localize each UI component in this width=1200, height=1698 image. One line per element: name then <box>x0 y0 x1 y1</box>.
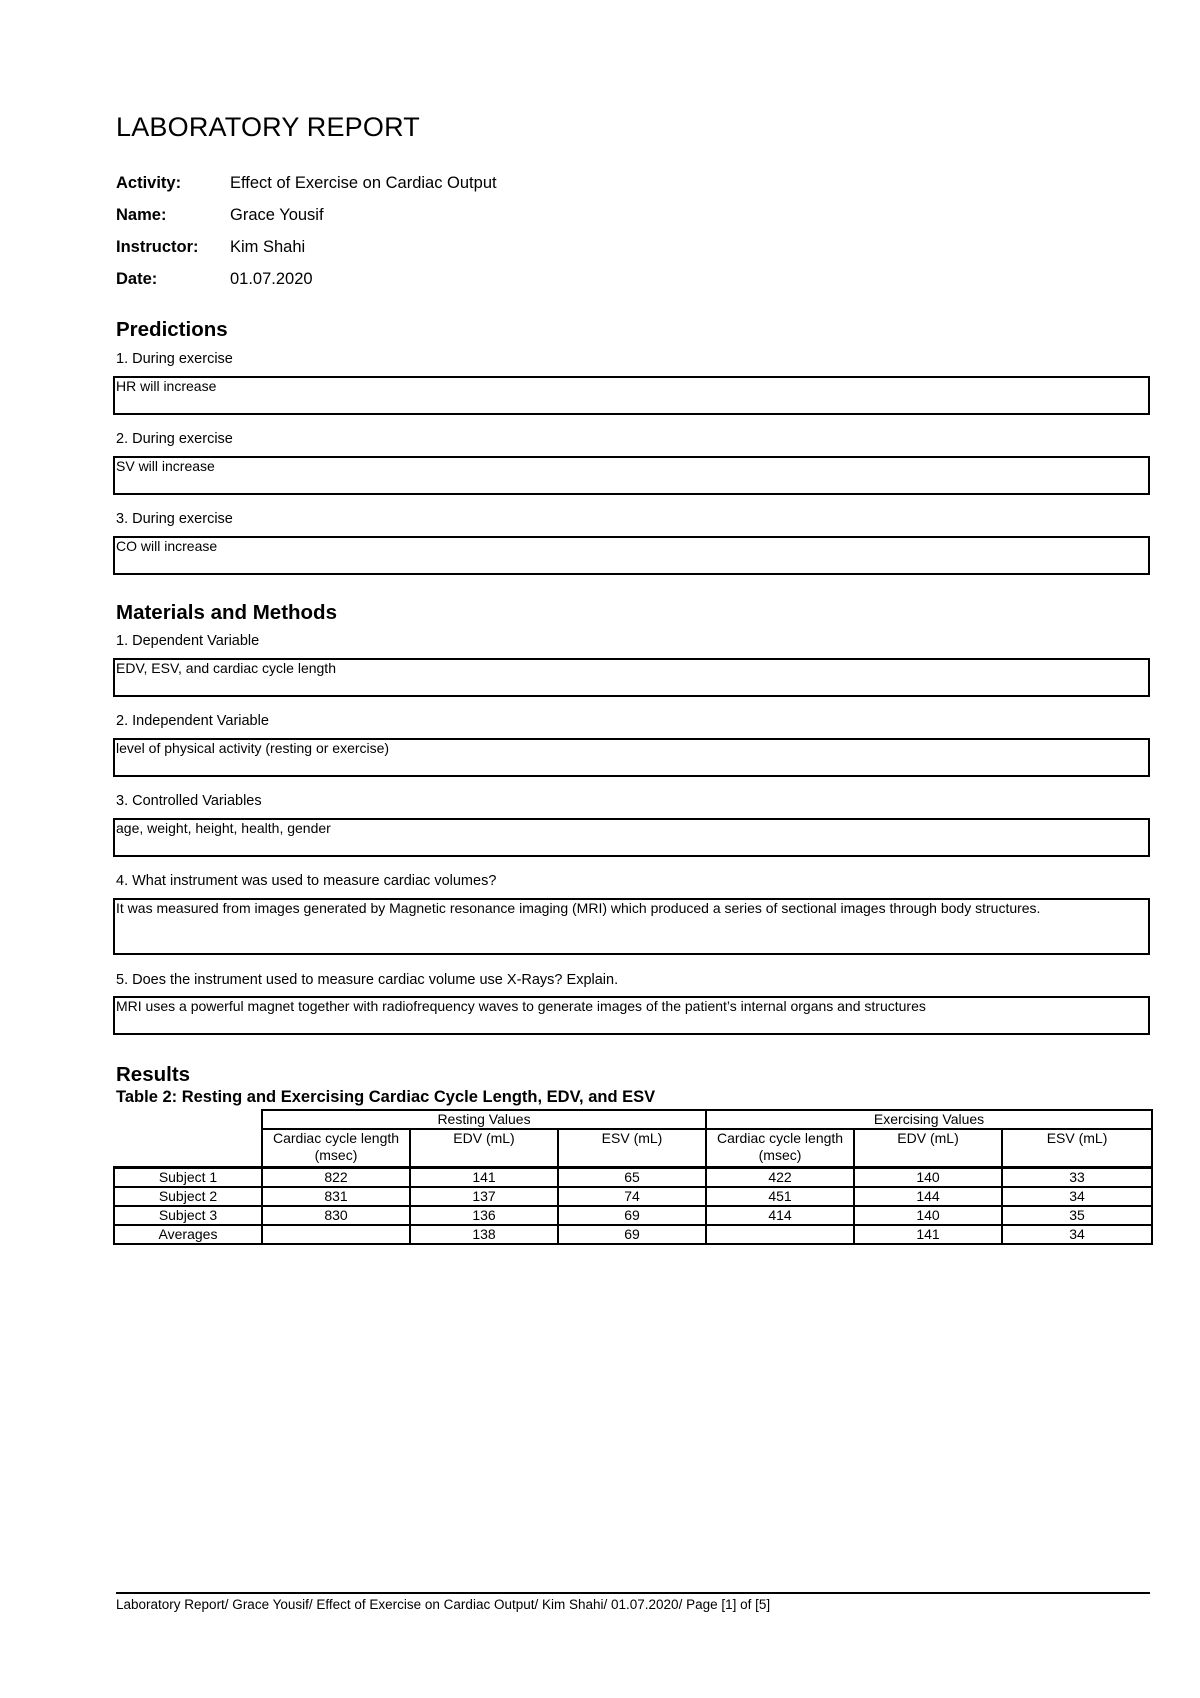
date-value: 01.07.2020 <box>230 270 313 288</box>
table-cell: 422 <box>706 1168 854 1188</box>
method-question-1: 1. Dependent Variable <box>116 633 260 649</box>
table-cell: 144 <box>854 1187 1002 1206</box>
table-cell: 33 <box>1002 1168 1152 1188</box>
table-cell: 34 <box>1002 1187 1152 1206</box>
results-table <box>113 1109 1153 1245</box>
row-label: Averages <box>114 1225 262 1244</box>
prediction-question-2: 2. During exercise <box>116 431 233 447</box>
method-answer-3[interactable]: age, weight, height, health, gender <box>113 818 1150 857</box>
table-cell: 141 <box>854 1225 1002 1244</box>
activity-label: Activity: <box>116 174 182 192</box>
table-cell <box>706 1225 854 1244</box>
methods-heading: Materials and Methods <box>116 601 337 624</box>
prediction-question-1: 1. During exercise <box>116 351 233 367</box>
name-value: Grace Yousif <box>230 206 324 224</box>
method-answer-5[interactable]: MRI uses a powerful magnet together with radiofrequency waves to generate images of the patient’s internal organs and structures <box>113 996 1150 1035</box>
table-caption: Table 2: Resting and Exercising Cardiac Cycle Length, EDV, and ESV <box>116 1088 656 1106</box>
table-cell: 138 <box>410 1225 558 1244</box>
table-cell: 140 <box>854 1168 1002 1188</box>
table-cell: 822 <box>262 1168 410 1188</box>
page-title: LABORATORY REPORT <box>116 112 420 142</box>
table-cell: 136 <box>410 1206 558 1225</box>
column-header: ESV (mL) <box>558 1129 706 1168</box>
page-footer: Laboratory Report/ Grace Yousif/ Effect of Exercise on Cardiac Output/ Kim Shahi/ 01.07.2020/ Page [1] of [5] <box>116 1597 771 1612</box>
averages-row <box>114 1225 1152 1244</box>
table-cell: 65 <box>558 1168 706 1188</box>
table-cell: 414 <box>706 1206 854 1225</box>
table-row <box>114 1187 1152 1206</box>
method-answer-4[interactable]: It was measured from images generated by Magnetic resonance imaging (MRI) which produced a series of sectional images through body structures. <box>113 898 1150 955</box>
table-cell: 137 <box>410 1187 558 1206</box>
predictions-heading: Predictions <box>116 318 228 341</box>
corner-cell <box>114 1110 262 1168</box>
table-cell: 141 <box>410 1168 558 1188</box>
row-label: Subject 1 <box>114 1168 262 1188</box>
table-cell <box>262 1225 410 1244</box>
column-header: Cardiac cycle length (msec) <box>706 1129 854 1168</box>
method-question-3: 3. Controlled Variables <box>116 793 262 809</box>
table-cell: 35 <box>1002 1206 1152 1225</box>
method-answer-2[interactable]: level of physical activity (resting or exercise) <box>113 738 1150 777</box>
instructor-label: Instructor: <box>116 238 199 256</box>
prediction-answer-2[interactable]: SV will increase <box>113 456 1150 495</box>
prediction-question-3: 3. During exercise <box>116 511 233 527</box>
table-cell: 140 <box>854 1206 1002 1225</box>
method-question-5: 5. Does the instrument used to measure cardiac volume use X-Rays? Explain. <box>116 972 619 988</box>
row-label: Subject 3 <box>114 1206 262 1225</box>
exercising-group-header: Exercising Values <box>706 1110 1152 1129</box>
column-header: EDV (mL) <box>854 1129 1002 1168</box>
footer-rule <box>116 1592 1150 1594</box>
activity-value: Effect of Exercise on Cardiac Output <box>230 174 497 192</box>
table-cell: 34 <box>1002 1225 1152 1244</box>
results-heading: Results <box>116 1063 191 1086</box>
table-cell: 69 <box>558 1206 706 1225</box>
name-label: Name: <box>116 206 167 224</box>
resting-group-header: Resting Values <box>262 1110 706 1129</box>
prediction-answer-3[interactable]: CO will increase <box>113 536 1150 575</box>
method-question-4: 4. What instrument was used to measure cardiac volumes? <box>116 873 497 889</box>
row-label: Subject 2 <box>114 1187 262 1206</box>
table-cell: 451 <box>706 1187 854 1206</box>
instructor-value: Kim Shahi <box>230 238 306 256</box>
table-row <box>114 1168 1152 1188</box>
date-label: Date: <box>116 270 158 288</box>
table-cell: 831 <box>262 1187 410 1206</box>
table-cell: 69 <box>558 1225 706 1244</box>
column-header: EDV (mL) <box>410 1129 558 1168</box>
group-header-row <box>114 1110 1152 1129</box>
column-header-row <box>114 1129 1152 1168</box>
table-cell: 74 <box>558 1187 706 1206</box>
table-row <box>114 1206 1152 1225</box>
method-question-2: 2. Independent Variable <box>116 713 269 729</box>
method-answer-1[interactable]: EDV, ESV, and cardiac cycle length <box>113 658 1150 697</box>
prediction-answer-1[interactable]: HR will increase <box>113 376 1150 415</box>
column-header: Cardiac cycle length (msec) <box>262 1129 410 1168</box>
table-cell: 830 <box>262 1206 410 1225</box>
column-header: ESV (mL) <box>1002 1129 1152 1168</box>
